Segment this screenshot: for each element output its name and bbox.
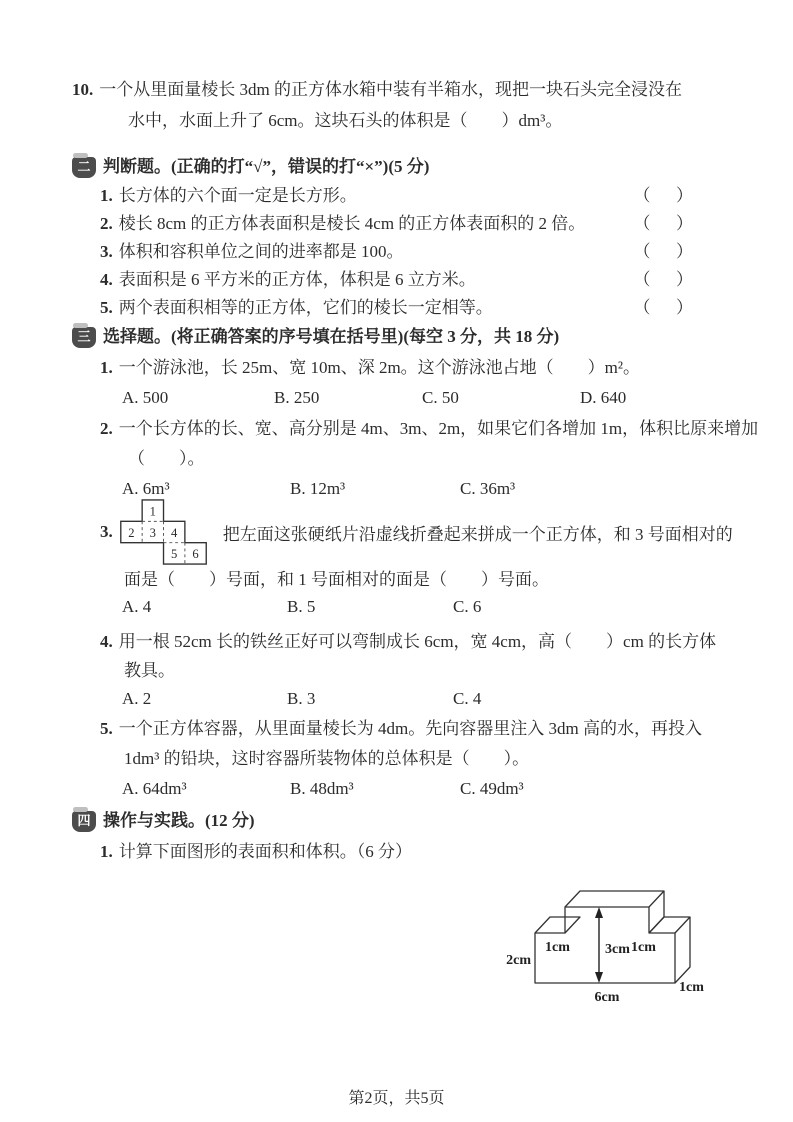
choice-q3-line2: 面是（ ）号面，和 1 号面相对的面是（ ）号面。 bbox=[124, 570, 549, 589]
option-a: A. 6m³ bbox=[122, 479, 170, 498]
choice-q2-line2: （ ）。 bbox=[128, 449, 205, 468]
item-number: 3. bbox=[100, 522, 113, 541]
section2-title: 判断题。(正确的打“√”，错误的打“×”)(5 分) bbox=[103, 157, 430, 176]
answer-bracket: （ ） bbox=[633, 298, 693, 317]
section2-badge-icon: 二 bbox=[72, 157, 96, 178]
item-number: 10. bbox=[72, 80, 94, 99]
item-number: 5. bbox=[100, 719, 113, 738]
option-c: C. 36m³ bbox=[460, 479, 516, 498]
option-a: A. 500 bbox=[122, 388, 169, 407]
item-text: 一个长方体的长、宽、高分别是 4m、3m、2m，如果它们各增加 1m，体积比原来增加 bbox=[118, 419, 759, 438]
section4-title: 操作与实践。(12 分) bbox=[103, 811, 255, 830]
item-number: 3. bbox=[100, 242, 113, 261]
item-text: 棱长 8cm 的正方体表面积是棱长 4cm 的正方体表面积的 2 倍。 bbox=[118, 214, 586, 233]
choice-q3-options bbox=[122, 594, 707, 620]
item-number: 4. bbox=[100, 270, 113, 289]
choice-q1-line bbox=[72, 352, 707, 383]
item-text: 表面积是 6 平方米的正方体，体积是 6 立方米。 bbox=[118, 270, 476, 289]
section3-title: 选择题。(将正确答案的序号填在括号里)(每空 3 分，共 18 分) bbox=[103, 327, 560, 346]
dim-depth: 1cm bbox=[679, 980, 704, 995]
item-text: 计算下面图形的表面积和体积。（6 分） bbox=[118, 842, 412, 861]
option-b: B. 5 bbox=[287, 597, 316, 616]
section2-header bbox=[72, 152, 707, 182]
option-c: C. 4 bbox=[453, 689, 482, 708]
section4-badge-icon: 四 bbox=[72, 811, 96, 832]
item-number: 5. bbox=[100, 298, 113, 317]
section3-badge-icon: 三 bbox=[72, 327, 96, 348]
composite-solid-diagram bbox=[495, 861, 730, 1011]
judgment-row bbox=[72, 210, 707, 238]
item-number: 4. bbox=[100, 632, 113, 651]
item-10-line2: 水中，水面上升了 6cm。这块石头的体积是（ ）dm³。 bbox=[128, 111, 563, 130]
choice-q3-row bbox=[72, 498, 733, 566]
judgment-row bbox=[72, 182, 707, 210]
item-text: 把左面这张硬纸片沿虚线折叠起来拼成一个正方体，和 3 号面相对的 bbox=[222, 524, 733, 544]
net-cell-4: 4 bbox=[170, 525, 178, 540]
cube-net-diagram bbox=[119, 499, 209, 566]
judgment-row bbox=[72, 238, 707, 266]
item-text: 一个游泳池，长 25m、宽 10m、深 2m。这个游泳池占地（ ）m²。 bbox=[118, 358, 640, 377]
option-b: B. 48dm³ bbox=[290, 779, 354, 798]
option-b: B. 250 bbox=[274, 388, 320, 407]
option-a: A. 64dm³ bbox=[122, 779, 187, 798]
item-text: 用一根 52cm 长的铁丝正好可以弯制成长 6cm，宽 4cm，高（ ）cm 的长方体 bbox=[118, 632, 717, 651]
item-text: 一个从里面量棱长 3dm 的正方体水箱中装有半箱水，现把一块石头完全浸没在 bbox=[99, 80, 682, 99]
item-number: 1. bbox=[100, 842, 113, 861]
option-a: A. 2 bbox=[122, 689, 152, 708]
answer-bracket: （ ） bbox=[633, 242, 693, 261]
option-c: C. 6 bbox=[453, 597, 482, 616]
option-a: A. 4 bbox=[122, 597, 152, 616]
net-cell-5: 5 bbox=[170, 546, 178, 561]
judgment-row bbox=[72, 294, 707, 322]
choice-q5-line2: 1dm³ 的铅块，这时容器所装物体的总体积是（ ）。 bbox=[124, 749, 530, 768]
item-number: 1. bbox=[100, 358, 113, 377]
net-cell-1: 1 bbox=[149, 504, 156, 519]
item-text: 体积和容积单位之间的进率都是 100。 bbox=[118, 242, 404, 261]
net-cell-2: 2 bbox=[128, 525, 135, 540]
judgment-list bbox=[72, 182, 707, 322]
item-number: 2. bbox=[100, 419, 113, 438]
dim-right-step: 1cm bbox=[631, 940, 656, 955]
net-cell-6: 6 bbox=[192, 546, 199, 561]
choice-q2-options bbox=[122, 474, 707, 504]
judgment-row bbox=[72, 266, 707, 294]
option-d: D. 640 bbox=[580, 388, 627, 407]
dim-left-step: 1cm bbox=[545, 940, 570, 955]
answer-bracket: （ ） bbox=[633, 214, 693, 233]
item-10-line1 bbox=[72, 74, 707, 105]
net-cell-3: 3 bbox=[149, 525, 156, 540]
choice-q2-line1 bbox=[72, 413, 759, 444]
section4-header bbox=[72, 806, 707, 836]
dim-height: 3cm bbox=[605, 942, 630, 957]
item-text: 长方体的六个面一定是长方形。 bbox=[118, 186, 357, 205]
choice-q5-options bbox=[122, 774, 707, 804]
solid-figure bbox=[495, 861, 735, 1011]
option-c: C. 50 bbox=[422, 388, 459, 407]
option-b: B. 12m³ bbox=[290, 479, 346, 498]
dim-bottom: 6cm bbox=[594, 990, 620, 1005]
choice-q4-options bbox=[122, 685, 707, 713]
choice-q1-options bbox=[122, 383, 707, 413]
option-b: B. 3 bbox=[287, 689, 316, 708]
choice-q4-line1 bbox=[72, 626, 717, 657]
option-c: C. 49dm³ bbox=[460, 779, 524, 798]
choice-q4-line2: 教具。 bbox=[124, 661, 175, 680]
section3-header bbox=[72, 322, 707, 352]
item-text: 一个正方体容器，从里面量棱长为 4dm。先向容器里注入 3dm 高的水，再投入 bbox=[118, 719, 702, 738]
dim-left-height: 2cm bbox=[506, 953, 531, 968]
answer-bracket: （ ） bbox=[633, 186, 693, 205]
item-number: 1. bbox=[100, 186, 113, 205]
answer-bracket: （ ） bbox=[633, 270, 693, 289]
item-number: 2. bbox=[100, 214, 113, 233]
item-text: 两个表面积相等的正方体，它们的棱长一定相等。 bbox=[118, 298, 493, 317]
choice-q5-line1 bbox=[72, 713, 707, 744]
page-footer: 第2页，共5页 bbox=[348, 1090, 445, 1107]
